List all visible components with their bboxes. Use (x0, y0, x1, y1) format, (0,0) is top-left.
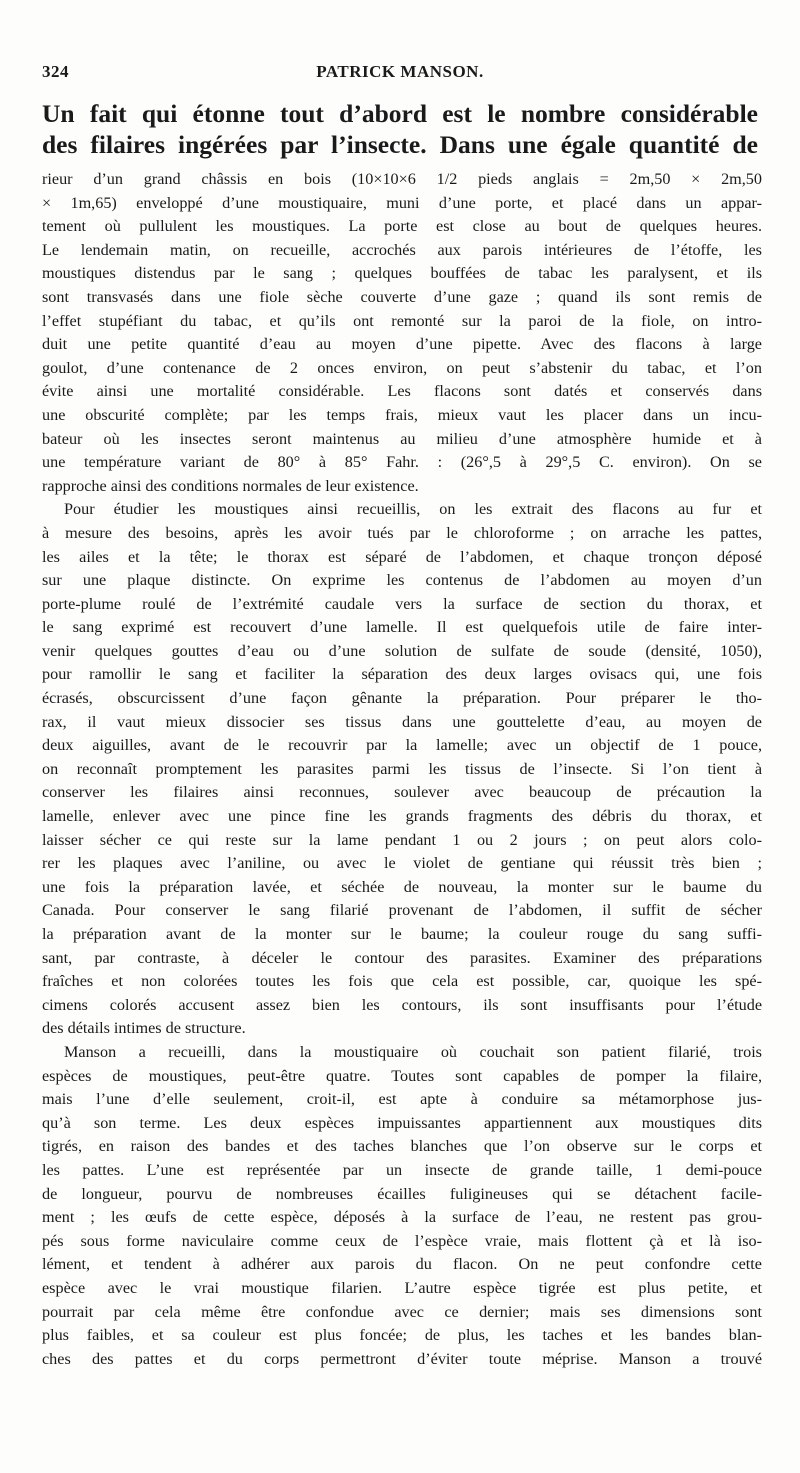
text-line: porte-plume roulé de l’extrémité caudale vers la surface de section du thorax, et (42, 594, 762, 613)
text-line: sant, par contraste, à déceler le contour des parasites. Examiner des préparations (42, 948, 762, 967)
text-line: plus faibles, et sa couleur est plus foncée; de plus, les taches et les bandes blan- (42, 1326, 762, 1345)
text-line: Le lendemain matin, on recueille, accrochés aux parois intérieures de l’étoffe, les (42, 240, 762, 259)
text-line: une température variant de 80° à 85° Fahr. : (26°,5 à 29°,5 C. environ). On se (42, 453, 762, 472)
lead-line: des filaires ingérées par l’insecte. Dans une égale quantité de (42, 130, 758, 159)
text-line: espèces de moustiques, peut-être quatre. Toutes sont capables de pomper la filaire, (42, 1066, 762, 1085)
text-line: Manson a recueilli, dans la moustiquaire où couchait son patient filarié, trois (64, 1042, 762, 1061)
text-line: cimens colorés accusent assez bien les contours, ils sont insuffisants pour l’étude (42, 995, 762, 1014)
running-head: PATRICK MANSON. (316, 62, 484, 81)
text-line: conserver les filaires ainsi reconnues, soulever avec beaucoup de précaution la (42, 783, 762, 802)
text-line: les ailes et la tête; le thorax est séparé de l’abdomen, et chaque tronçon déposé (42, 547, 762, 566)
page-header (42, 62, 758, 90)
text-line: lément, et tendent à adhérer aux parois du flacon. On ne peut confondre cette (42, 1255, 762, 1274)
text-line: sont transvasés dans une fiole sèche couverte d’une gaze ; quand ils sont remis de (42, 287, 762, 306)
text-line: pour ramollir le sang et faciliter la séparation des deux larges ovisacs qui, une fois (42, 665, 762, 684)
text-line: tigrés, en raison des bandes et des taches blanches que l’on observe sur le corps et (42, 1137, 762, 1156)
text-line: le sang exprimé est recouvert d’une lamelle. Il est quelquefois utile de faire inter- (42, 618, 762, 637)
text-line: lamelle, enlever avec une pince fine les grands fragments des débris du thorax, et (42, 807, 762, 826)
text-line: des détails intimes de structure. (42, 1019, 246, 1038)
text-line: bateur où les insectes seront maintenus au milieu d’une atmosphère humide et à (42, 429, 762, 448)
text-line: évite ainsi une mortalité considérable. Les flacons sont datés et conservés dans (42, 382, 762, 401)
text-line: une obscurité complète; par les temps frais, mieux vaut les placer dans un incu- (42, 405, 762, 424)
body-text (42, 168, 762, 1371)
text-line: goulot, d’une contenance de 2 onces environ, on peut s’abstenir du tabac, et l’on (42, 358, 762, 377)
text-line: espèce avec le vrai moustique filarien. L’autre espèce tigrée est plus petite, et (42, 1278, 762, 1297)
text-line: ches des pattes et du corps permettront d’éviter toute méprise. Manson a trouvé (42, 1349, 762, 1368)
text-line: × 1m,65) enveloppé d’une moustiquaire, muni d’une porte, et placé dans un appar- (42, 193, 762, 212)
text-line: à mesure des besoins, après les avoir tués par le chloroforme ; on arrache les pattes, (42, 523, 762, 542)
text-line: de longueur, pourvu de nombreuses écailles fuligineuses qui se détachent facile- (42, 1184, 762, 1203)
text-line: moustiques distendus par le sang ; quelques bouffées de tabac les paralysent, et ils (42, 264, 762, 283)
text-line: duit une petite quantité d’eau au moyen d’une pipette. Avec des flacons à large (42, 335, 762, 354)
text-line: rieur d’un grand châssis en bois (10×10×6 1/2 pieds anglais = 2m,50 × 2m,50 (42, 170, 762, 188)
text-line: rax, il vaut mieux dissocier ses tissus dans une gouttelette d’eau, au moyen de (42, 712, 762, 731)
text-line: sur une plaque distincte. On exprime les contenus de l’abdomen au moyen d’un (42, 571, 762, 590)
text-line: tement où pullulent les moustiques. La porte est close au bout de quelques heures. (42, 217, 762, 236)
lead-line: Un fait qui étonne tout d’abord est le nombre considérable (42, 99, 758, 128)
text-line: ment ; les œufs de cette espèce, déposés à la surface de l’eau, ne restent pas grou- (42, 1208, 762, 1227)
text-line: pés sous forme naviculaire comme ceux de l’espèce vraie, mais flottent çà et là iso- (42, 1231, 762, 1250)
text-line: les pattes. L’une est représentée par un insecte de grande taille, 1 demi-pouce (42, 1160, 762, 1179)
text-line: écrasés, obscurcissent d’une façon gênante la préparation. Pour préparer le tho- (42, 689, 762, 708)
lead-paragraph (42, 98, 758, 160)
text-line: rer les plaques avec l’aniline, ou avec le violet de gentiane qui réussit très bien ; (42, 854, 762, 873)
text-line: rapproche ainsi des conditions normales de leur existence. (42, 476, 419, 495)
page-number: 324 (42, 62, 69, 81)
text-line: la préparation avant de la monter sur le baume; la couleur rouge du sang suffi- (42, 925, 762, 943)
text-line: une fois la préparation lavée, et séchée de nouveau, la monter sur le baume du (42, 877, 762, 896)
text-line: Canada. Pour conserver le sang filarié provenant de l’abdomen, il suffit de sécher (42, 901, 762, 920)
text-line: mais l’une d’elle seulement, croit-il, est apte à conduire sa métamorphose jus- (42, 1090, 762, 1109)
text-line: laisser sécher ce qui reste sur la lame pendant 1 ou 2 jours ; on peut alors colo- (42, 830, 762, 849)
text-line: fraîches et non colorées toutes les fois que cela est possible, car, quoique les spé- (42, 972, 762, 991)
text-line: Pour étudier les moustiques ainsi recueillis, on les extrait des flacons au fur et (64, 500, 762, 519)
text-line: deux aiguilles, avant de le recouvrir par la lamelle; avec un objectif de 1 pouce, (42, 736, 762, 755)
text-line: pourrait par cela même être confondue avec ce dernier; mais ses dimensions sont (42, 1302, 762, 1321)
text-line: venir quelques gouttes d’eau ou d’une solution de sulfate de soude (densité, 1050), (42, 641, 762, 660)
text-line: l’effet stupéfiant du tabac, et qu’ils ont remonté sur la paroi de la fiole, on intro- (42, 311, 762, 330)
text-line: qu’à son terme. Les deux espèces impuissantes appartiennent aux moustiques dits (42, 1113, 762, 1132)
text-line: on reconnaît promptement les parasites parmi les tissus de l’insecte. Si l’on tient à (42, 759, 762, 778)
